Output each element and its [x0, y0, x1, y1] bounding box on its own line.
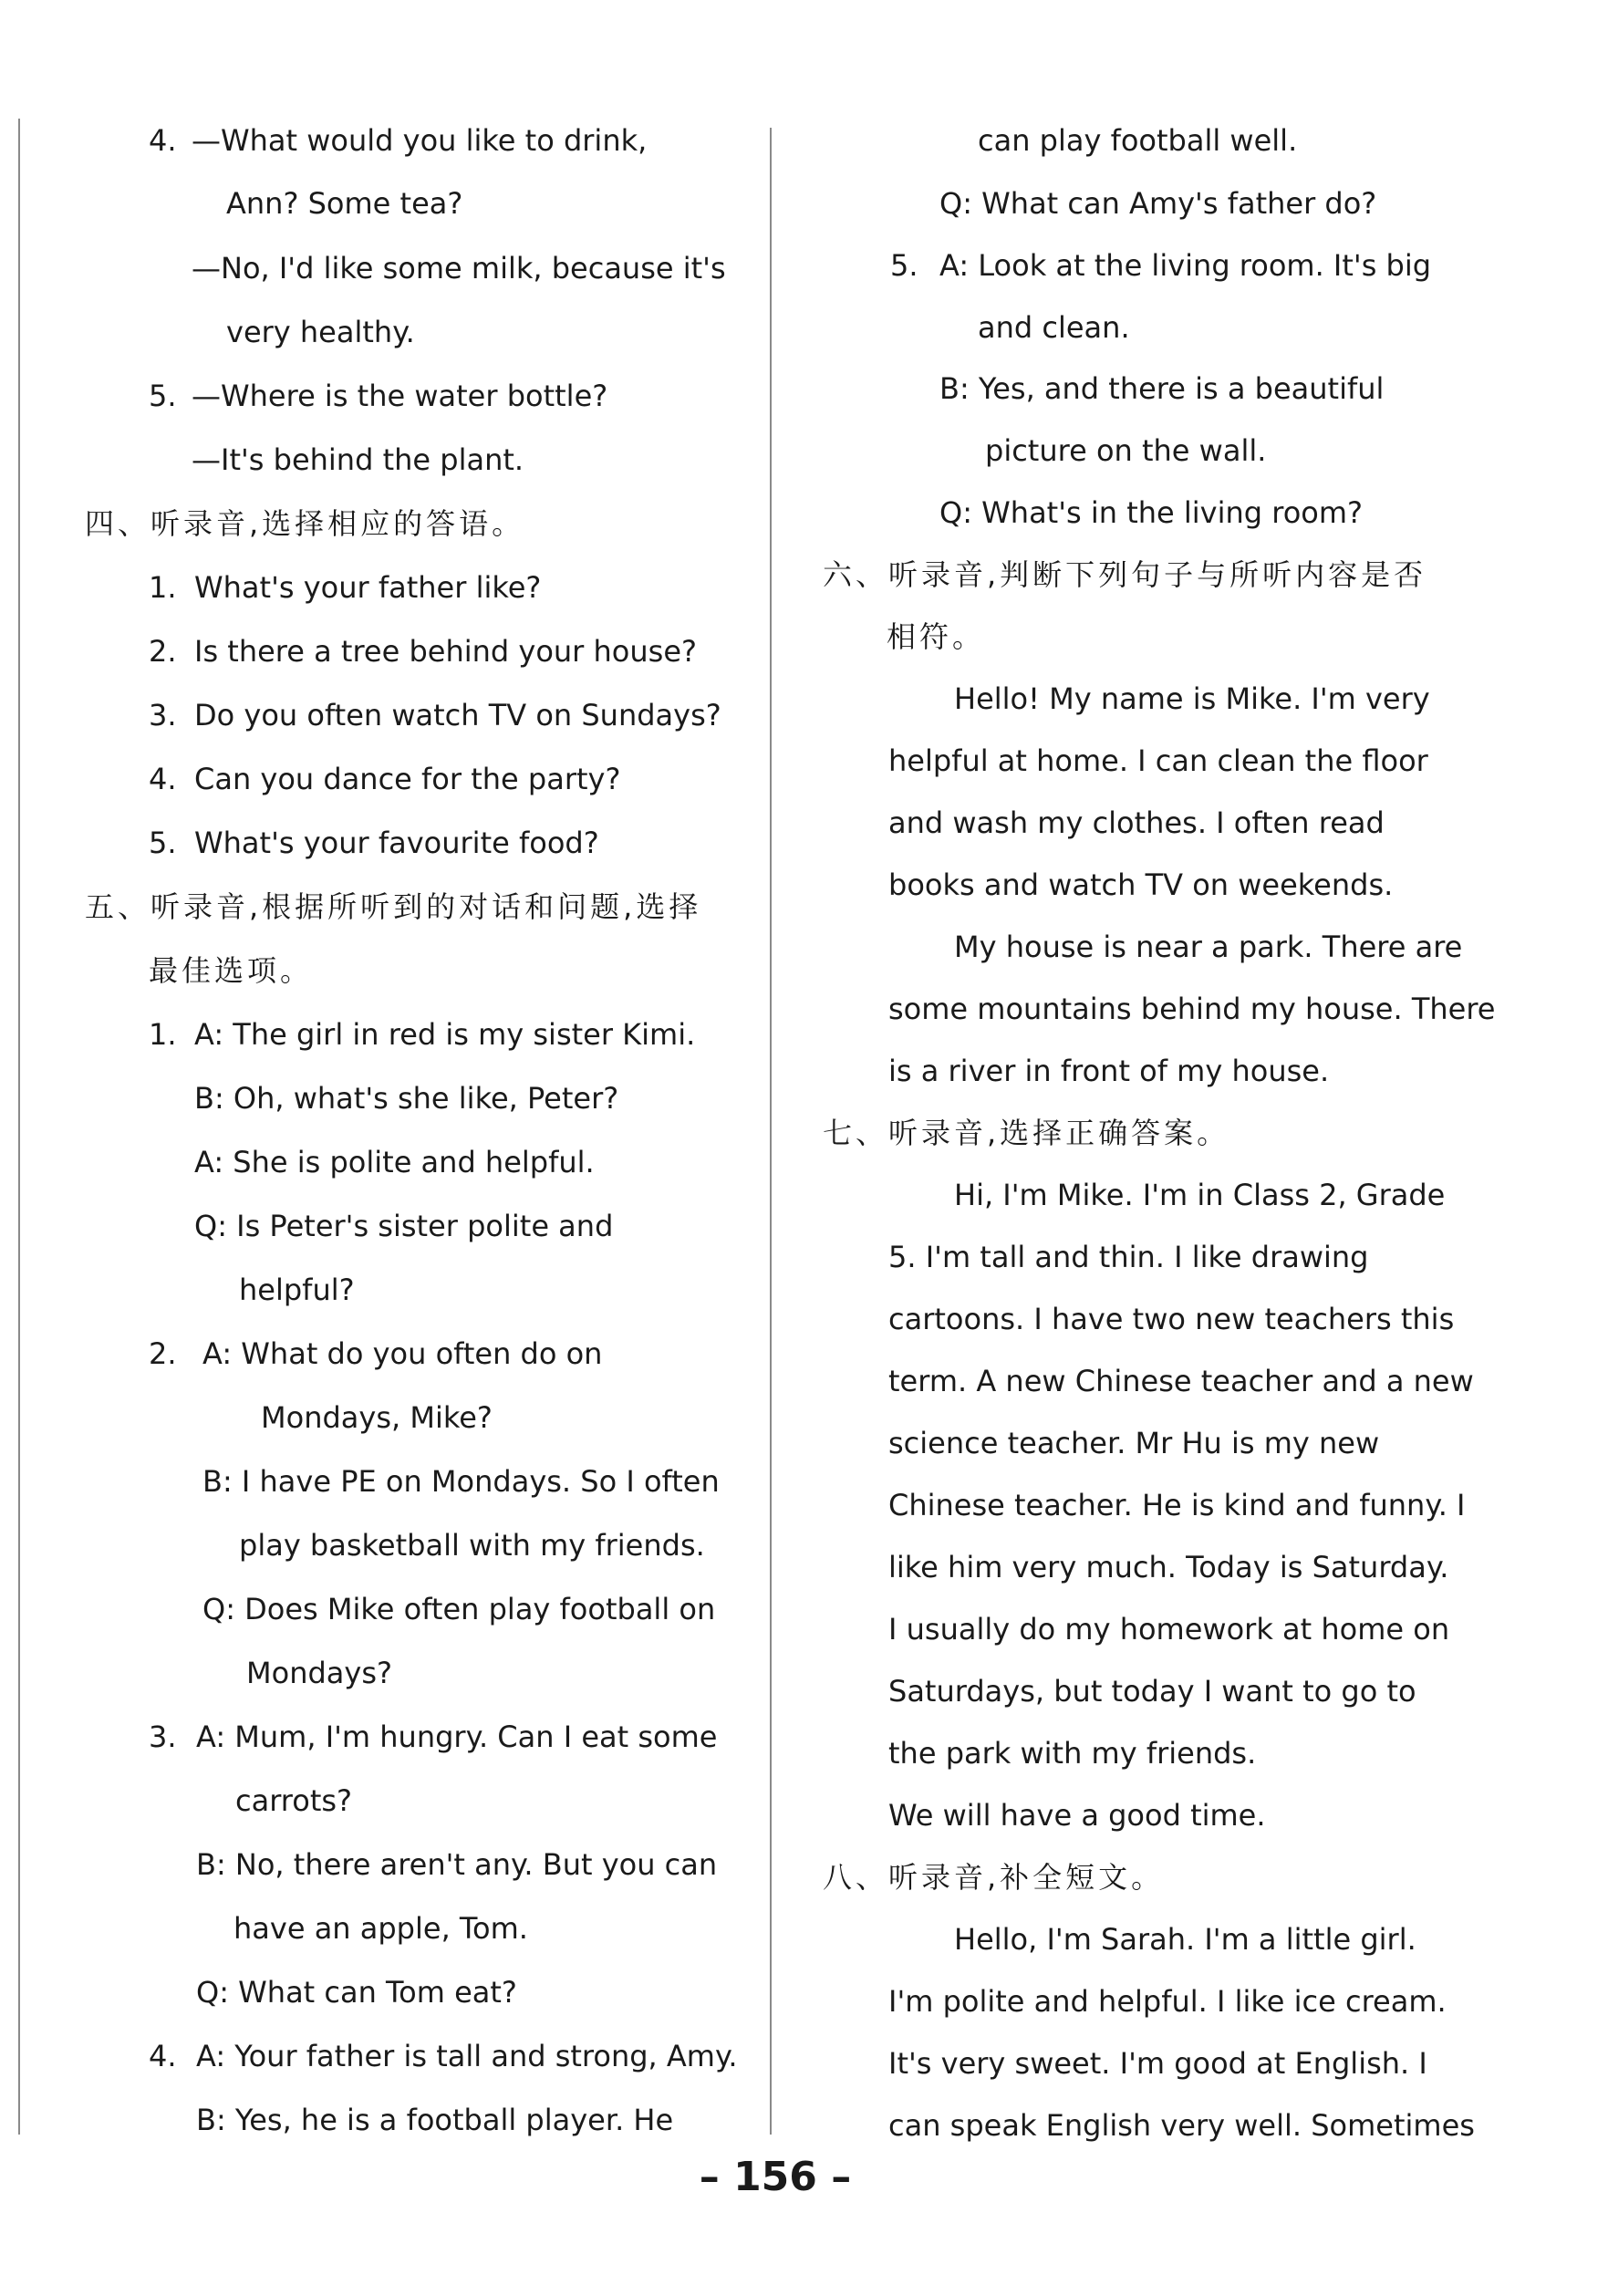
q3-item4-line1-text: —What would you like to drink, — [192, 123, 648, 158]
section4-item5: 5. What's your favourite food? — [149, 826, 599, 860]
section8-para-line4: can speak English very well. Sometimes — [888, 2108, 1475, 2143]
section6-heading-line2: 相符。 — [887, 619, 986, 654]
section5-item1-q-line2: helpful? — [239, 1273, 355, 1307]
q3-item5-line2: —It's behind the plant. — [192, 442, 524, 477]
section5-item1-a2: A: She is polite and helpful. — [194, 1145, 595, 1179]
item4-q: Q: What can Amy's father do? — [939, 186, 1377, 221]
section7-para-line10: the park with my friends. — [888, 1736, 1257, 1771]
section4-heading: 四、听录音,选择相应的答语。 — [85, 506, 525, 541]
q3-item4-line3: —No, I'd like some milk, because it's — [192, 251, 726, 286]
section5-item2-a-line2: Mondays, Mike? — [261, 1400, 493, 1435]
item5-b-line2: picture on the wall. — [985, 433, 1267, 468]
section8-heading: 八、听录音,补全短文。 — [823, 1860, 1165, 1895]
section5-item1-q-line1: Q: Is Peter's sister polite and — [194, 1209, 614, 1243]
item5-a-line1: A: Look at the living room. It's big — [939, 248, 1432, 283]
q3-item5-line1: —Where is the water bottle? — [192, 379, 608, 413]
item5-b-line1: B: Yes, and there is a beautiful — [939, 371, 1385, 406]
section5-heading-line2: 最佳选项。 — [149, 953, 314, 988]
page-number: – 156 – — [699, 2154, 852, 2200]
section5-item1-number: 1. — [149, 1017, 177, 1052]
column-divider-rule — [770, 128, 772, 2135]
section8-para-line2: I'm polite and helpful. I like ice cream. — [888, 1984, 1447, 2019]
section5-item1-a: A: The girl in red is my sister Kimi. — [194, 1017, 696, 1052]
section5-item2-number: 2. — [149, 1336, 177, 1371]
section5-item3-q: Q: What can Tom eat? — [196, 1975, 517, 2010]
section5-item3-a-line2: carrots? — [235, 1783, 353, 1818]
section5-item3-b-line2: have an apple, Tom. — [233, 1911, 528, 1946]
section5-heading-line1: 五、听录音,根据所听到的对话和问题,选择 — [85, 889, 702, 924]
section6-para1-line4: books and watch TV on weekends. — [888, 867, 1394, 902]
section7-para-line3: cartoons. I have two new teachers this — [888, 1302, 1455, 1336]
section5-item2-b-line1: B: I have PE on Mondays. So I often — [202, 1464, 720, 1499]
section7-para-line5: science teacher. Mr Hu is my new — [888, 1426, 1380, 1460]
q3-item5-number: 5. — [149, 379, 177, 413]
section7-para-line1: Hi, I'm Mike. I'm in Class 2, Grade — [954, 1178, 1446, 1212]
item5-q: Q: What's in the living room? — [939, 495, 1364, 530]
section7-para-line7: like him very much. Today is Saturday. — [888, 1550, 1449, 1584]
section4-item3: 3. Do you often watch TV on Sundays? — [149, 698, 721, 732]
section6-para1-line2: helpful at home. I can clean the floor — [888, 743, 1428, 778]
q3-item4-line1 — [192, 123, 707, 158]
section5-item2-a-line1: A: What do you often do on — [202, 1336, 603, 1371]
section5-item2-b-line2: play basketball with my friends. — [239, 1528, 705, 1563]
section5-item2-q-line2: Mondays? — [246, 1656, 392, 1690]
section6-para2-line3: is a river in front of my house. — [888, 1054, 1330, 1088]
left-margin-rule — [18, 119, 20, 2135]
item5-number: 5. — [890, 248, 918, 283]
q3-item4-number: 4. — [149, 123, 177, 158]
section8-para-line3: It's very sweet. I'm good at English. I — [888, 2046, 1427, 2081]
q3-item4-line4: very healthy. — [226, 315, 415, 349]
section6-para1-line1: Hello! My name is Mike. I'm very — [954, 681, 1430, 716]
item4-b-line2: can play football well. — [978, 123, 1298, 158]
section5-item4-number: 4. — [149, 2039, 177, 2073]
section4-item4: 4. Can you dance for the party? — [149, 762, 621, 796]
section7-para-line8: I usually do my homework at home on — [888, 1612, 1450, 1647]
section7-heading: 七、听录音,选择正确答案。 — [823, 1116, 1230, 1150]
section7-para-line4: term. A new Chinese teacher and a new — [888, 1364, 1474, 1398]
section7-para-line2: 5. I'm tall and thin. I like drawing — [888, 1240, 1369, 1274]
section4-item1: 1. What's your father like? — [149, 570, 542, 605]
section7-para-line11: We will have a good time. — [888, 1798, 1266, 1833]
q3-item4-line2: Ann? Some tea? — [226, 186, 463, 221]
item5-a-line2: and clean. — [978, 310, 1130, 345]
section5-item3-a-line1: A: Mum, I'm hungry. Can I eat some — [196, 1719, 718, 1754]
section5-item3-b-line1: B: No, there aren't any. But you can — [196, 1847, 718, 1882]
section5-item3-number: 3. — [149, 1719, 177, 1754]
section8-para-line1: Hello, I'm Sarah. I'm a little girl. — [954, 1922, 1416, 1957]
section6-para2-line1: My house is near a park. There are — [954, 930, 1463, 964]
section7-para-line9: Saturdays, but today I want to go to — [888, 1674, 1416, 1709]
section6-para2-line2: some mountains behind my house. There — [888, 992, 1496, 1026]
section5-item2-q-line1: Q: Does Mike often play football on — [202, 1592, 716, 1626]
section6-heading-line1: 六、听录音,判断下列句子与所听内容是否 — [823, 557, 1427, 592]
section7-para-line6: Chinese teacher. He is kind and funny. I — [888, 1488, 1466, 1522]
section4-item2: 2. Is there a tree behind your house? — [149, 634, 697, 669]
section5-item4-a: A: Your father is tall and strong, Amy. — [196, 2039, 738, 2073]
section5-item4-b-line1: B: Yes, he is a football player. He — [196, 2103, 674, 2137]
section6-para1-line3: and wash my clothes. I often read — [888, 805, 1385, 840]
section5-item1-b: B: Oh, what's she like, Peter? — [194, 1081, 619, 1116]
